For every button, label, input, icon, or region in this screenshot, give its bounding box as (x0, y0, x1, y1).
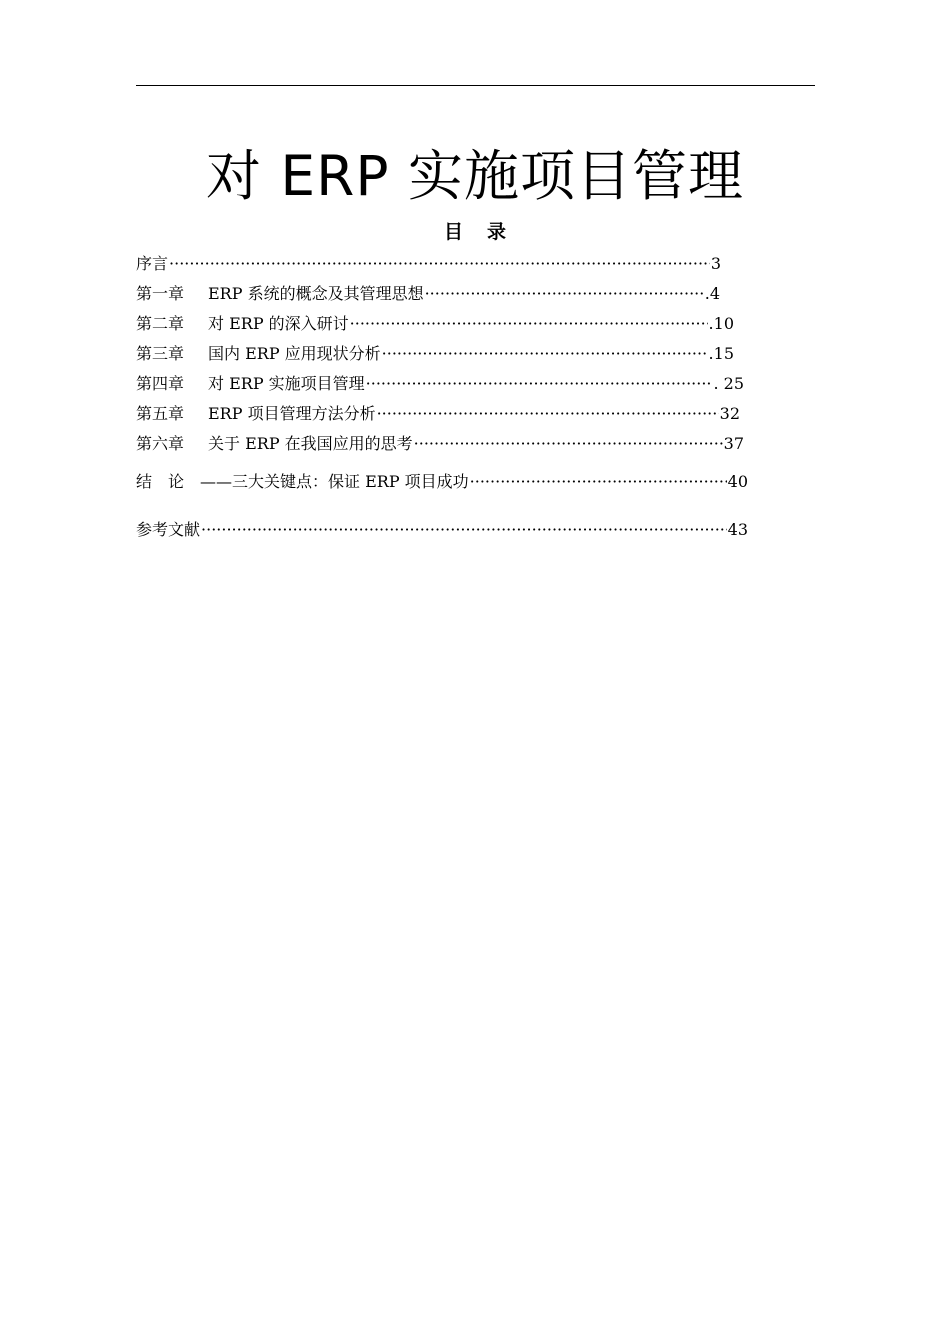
toc-entry-page: 43 (727, 520, 748, 539)
toc-entry-page: 3 (710, 254, 721, 273)
toc-entry-chapter-1[interactable] (136, 282, 720, 306)
toc-entry-chapter-4[interactable] (136, 372, 744, 396)
toc-entry-references[interactable] (136, 518, 748, 542)
toc-entry-page: . 25 (713, 374, 744, 393)
toc-dot-leader (169, 252, 710, 276)
toc-entry-page: 40 (727, 472, 748, 491)
toc-entry-chapter: 第一章 (136, 284, 185, 303)
toc-entry-title: ——三大关键点：保证 ERP 项目成功 (200, 472, 469, 491)
toc-dot-leader (382, 342, 708, 366)
toc-heading-right: 录 (487, 221, 507, 243)
toc-entry-page: .15 (708, 344, 734, 363)
toc-entry-chapter-2[interactable] (136, 312, 734, 336)
toc-entry-chapter-6[interactable] (136, 432, 744, 456)
toc-entry-chapter: 第五章 (136, 404, 185, 423)
toc-entry-chapter: 第三章 (136, 344, 185, 363)
toc-dot-leader (377, 402, 719, 426)
toc-entry-page: .10 (708, 314, 734, 333)
toc-entry-title: ERP 系统的概念及其管理思想 (208, 284, 424, 303)
toc-entry-chapter-5[interactable] (136, 402, 740, 426)
toc-entry-title: 对 ERP 实施项目管理 (208, 374, 365, 393)
toc-entry-chapter: 第四章 (136, 374, 185, 393)
toc-entry-title: 国内 ERP 应用现状分析 (208, 344, 381, 363)
toc-dot-leader (470, 470, 727, 494)
toc-dot-leader (350, 312, 708, 336)
toc-dot-leader (414, 432, 723, 456)
toc-entry-title: ERP 项目管理方法分析 (208, 404, 376, 423)
toc-entry-page: 32 (719, 404, 740, 423)
toc-dot-leader (201, 518, 727, 542)
toc-entry-chapter-3[interactable] (136, 342, 734, 366)
toc-heading-left: 目 (443, 221, 463, 243)
toc-entry-title: 序言 (136, 254, 169, 273)
toc-entry-page: 37 (723, 434, 744, 453)
toc-entry-preface[interactable] (136, 252, 721, 276)
toc-entry-title: 关于 ERP 在我国应用的思考 (208, 434, 413, 453)
toc-entry-title: 对 ERP 的深入研讨 (208, 314, 349, 333)
toc-entry-title: 参考文献 (136, 520, 201, 539)
toc-entry-page: .4 (704, 284, 720, 303)
toc-entry-chapter: 结 论 (136, 472, 185, 491)
document-title: 对 ERP 实施项目管理 (205, 144, 745, 208)
toc-heading (0, 218, 950, 246)
toc-entry-chapter: 第二章 (136, 314, 185, 333)
toc-entry-conclusion[interactable] (136, 470, 748, 494)
header-rule (136, 85, 815, 86)
toc-entry-chapter: 第六章 (136, 434, 185, 453)
toc-dot-leader (366, 372, 713, 396)
toc-dot-leader (425, 282, 704, 306)
